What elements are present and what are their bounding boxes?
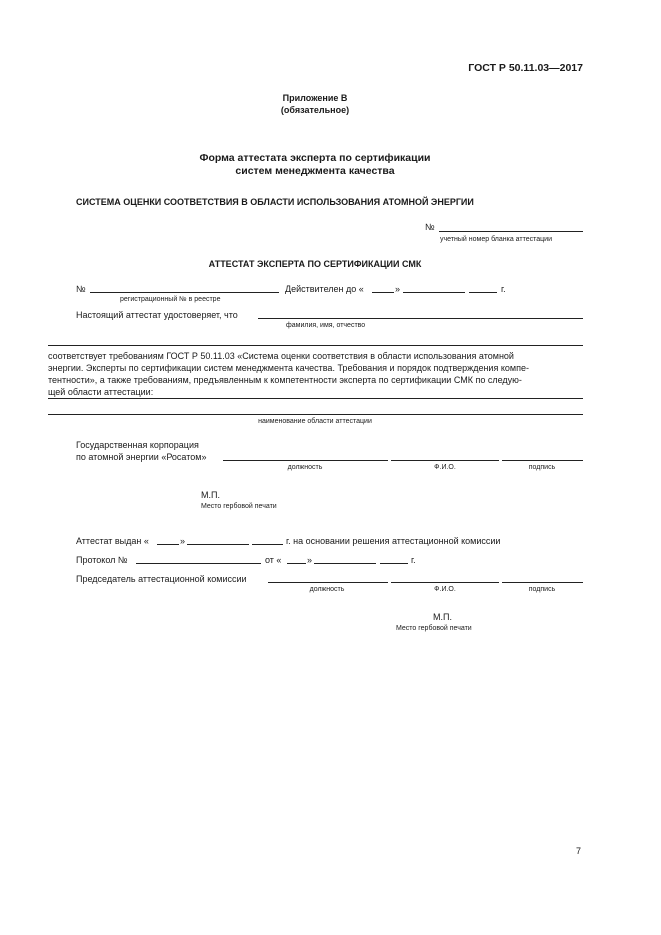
protocol-label: Протокол № xyxy=(76,555,128,565)
valid-until-quote: » xyxy=(395,284,401,294)
appendix-status: (обязательное) xyxy=(280,105,350,115)
seal-caption-1: Место гербовой печати xyxy=(201,503,277,510)
issued-suffix: г. на основании решения аттестационной комиссии xyxy=(286,536,501,546)
full-name-caption: фамилия, имя, отчество xyxy=(286,322,366,329)
valid-until-year-suffix: г. xyxy=(501,284,506,294)
chairman-position-caption: должность xyxy=(309,586,345,593)
scope-field-1[interactable] xyxy=(48,398,583,399)
seal-mp-2: М.П. xyxy=(433,612,452,622)
protocol-year-suffix: г. xyxy=(411,555,416,565)
issued-quote: » xyxy=(180,536,186,546)
blank-number-field[interactable] xyxy=(439,231,583,232)
system-name: СИСТЕМА ОЦЕНКИ СООТВЕТСТВИЯ В ОБЛАСТИ ИСПОЛЬЗОВАНИЯ АТОМНОЙ ЭНЕРГИИ xyxy=(76,197,474,207)
certifies-label: Настоящий аттестат удостоверяет, что xyxy=(76,310,238,320)
page-number: 7 xyxy=(576,846,582,856)
chairman-name-field[interactable] xyxy=(391,582,499,583)
issued-month-field[interactable] xyxy=(187,544,249,545)
chairman-label: Председатель аттестационной комиссии xyxy=(76,574,247,584)
registry-number-caption: регистрационный № в реестре xyxy=(120,296,221,303)
requirements-line3: тентности», а также требованиям, предъявленным к компетентности эксперта по сертификации СМК по следую- xyxy=(48,375,522,385)
certificate-title: АТТЕСТАТ ЭКСПЕРТА ПО СЕРТИФИКАЦИИ СМК xyxy=(208,259,422,269)
corporation-position-caption: должность xyxy=(287,464,323,471)
form-title-line1: Форма аттестата эксперта по сертификации xyxy=(199,152,431,164)
blank-number-caption: учетный номер бланка аттестации xyxy=(440,236,552,243)
corporation-position-field[interactable] xyxy=(223,460,388,461)
chairman-signature-field[interactable] xyxy=(502,582,583,583)
full-name-field[interactable] xyxy=(258,318,583,319)
valid-until-month-field[interactable] xyxy=(403,292,465,293)
protocol-from-label: от « xyxy=(265,555,282,565)
issued-label: Аттестат выдан « xyxy=(76,536,149,546)
chairman-name-caption: Ф.И.О. xyxy=(434,586,456,593)
protocol-year-field[interactable] xyxy=(380,563,408,564)
issued-day-field[interactable] xyxy=(157,544,179,545)
corporation-line2: по атомной энергии «Росатом» xyxy=(76,452,207,462)
registry-number-sign: № xyxy=(76,284,86,294)
chairman-position-field[interactable] xyxy=(268,582,388,583)
seal-mp-1: М.П. xyxy=(201,490,220,500)
issued-year-field[interactable] xyxy=(252,544,283,545)
protocol-month-field[interactable] xyxy=(314,563,376,564)
document-code: ГОСТ Р 50.11.03—2017 xyxy=(468,62,583,74)
corporation-name-field[interactable] xyxy=(391,460,499,461)
corporation-line1: Государственная корпорация xyxy=(76,440,199,450)
requirements-line2: энергии. Эксперты по сертификации систем менеджмента качества. Требования и порядок подтверждения компе- xyxy=(48,363,529,373)
valid-until-year-field[interactable] xyxy=(469,292,497,293)
protocol-day-field[interactable] xyxy=(287,563,306,564)
protocol-quote: » xyxy=(307,555,313,565)
scope-field-2[interactable] xyxy=(48,414,583,415)
protocol-number-field[interactable] xyxy=(136,563,261,564)
scope-caption: наименование области аттестации xyxy=(258,418,372,425)
blank-number-sign: № xyxy=(425,222,435,232)
corporation-name-caption: Ф.И.О. xyxy=(434,464,456,471)
form-title-line2: систем менеджмента качества xyxy=(235,165,395,177)
valid-until-day-field[interactable] xyxy=(372,292,394,293)
separator-line xyxy=(48,345,583,346)
corporation-signature-caption: подпись xyxy=(528,464,556,471)
chairman-signature-caption: подпись xyxy=(528,586,556,593)
requirements-line4: щей области аттестации: xyxy=(48,387,154,397)
registry-number-field[interactable] xyxy=(90,292,279,293)
valid-until-label: Действителен до « xyxy=(285,284,364,294)
corporation-signature-field[interactable] xyxy=(502,460,583,461)
appendix-title: Приложение В xyxy=(282,93,348,103)
requirements-line1: соответствует требованиям ГОСТ Р 50.11.03 «Система оценки соответствия в области использования атомной xyxy=(48,351,514,361)
seal-caption-2: Место гербовой печати xyxy=(396,625,472,632)
